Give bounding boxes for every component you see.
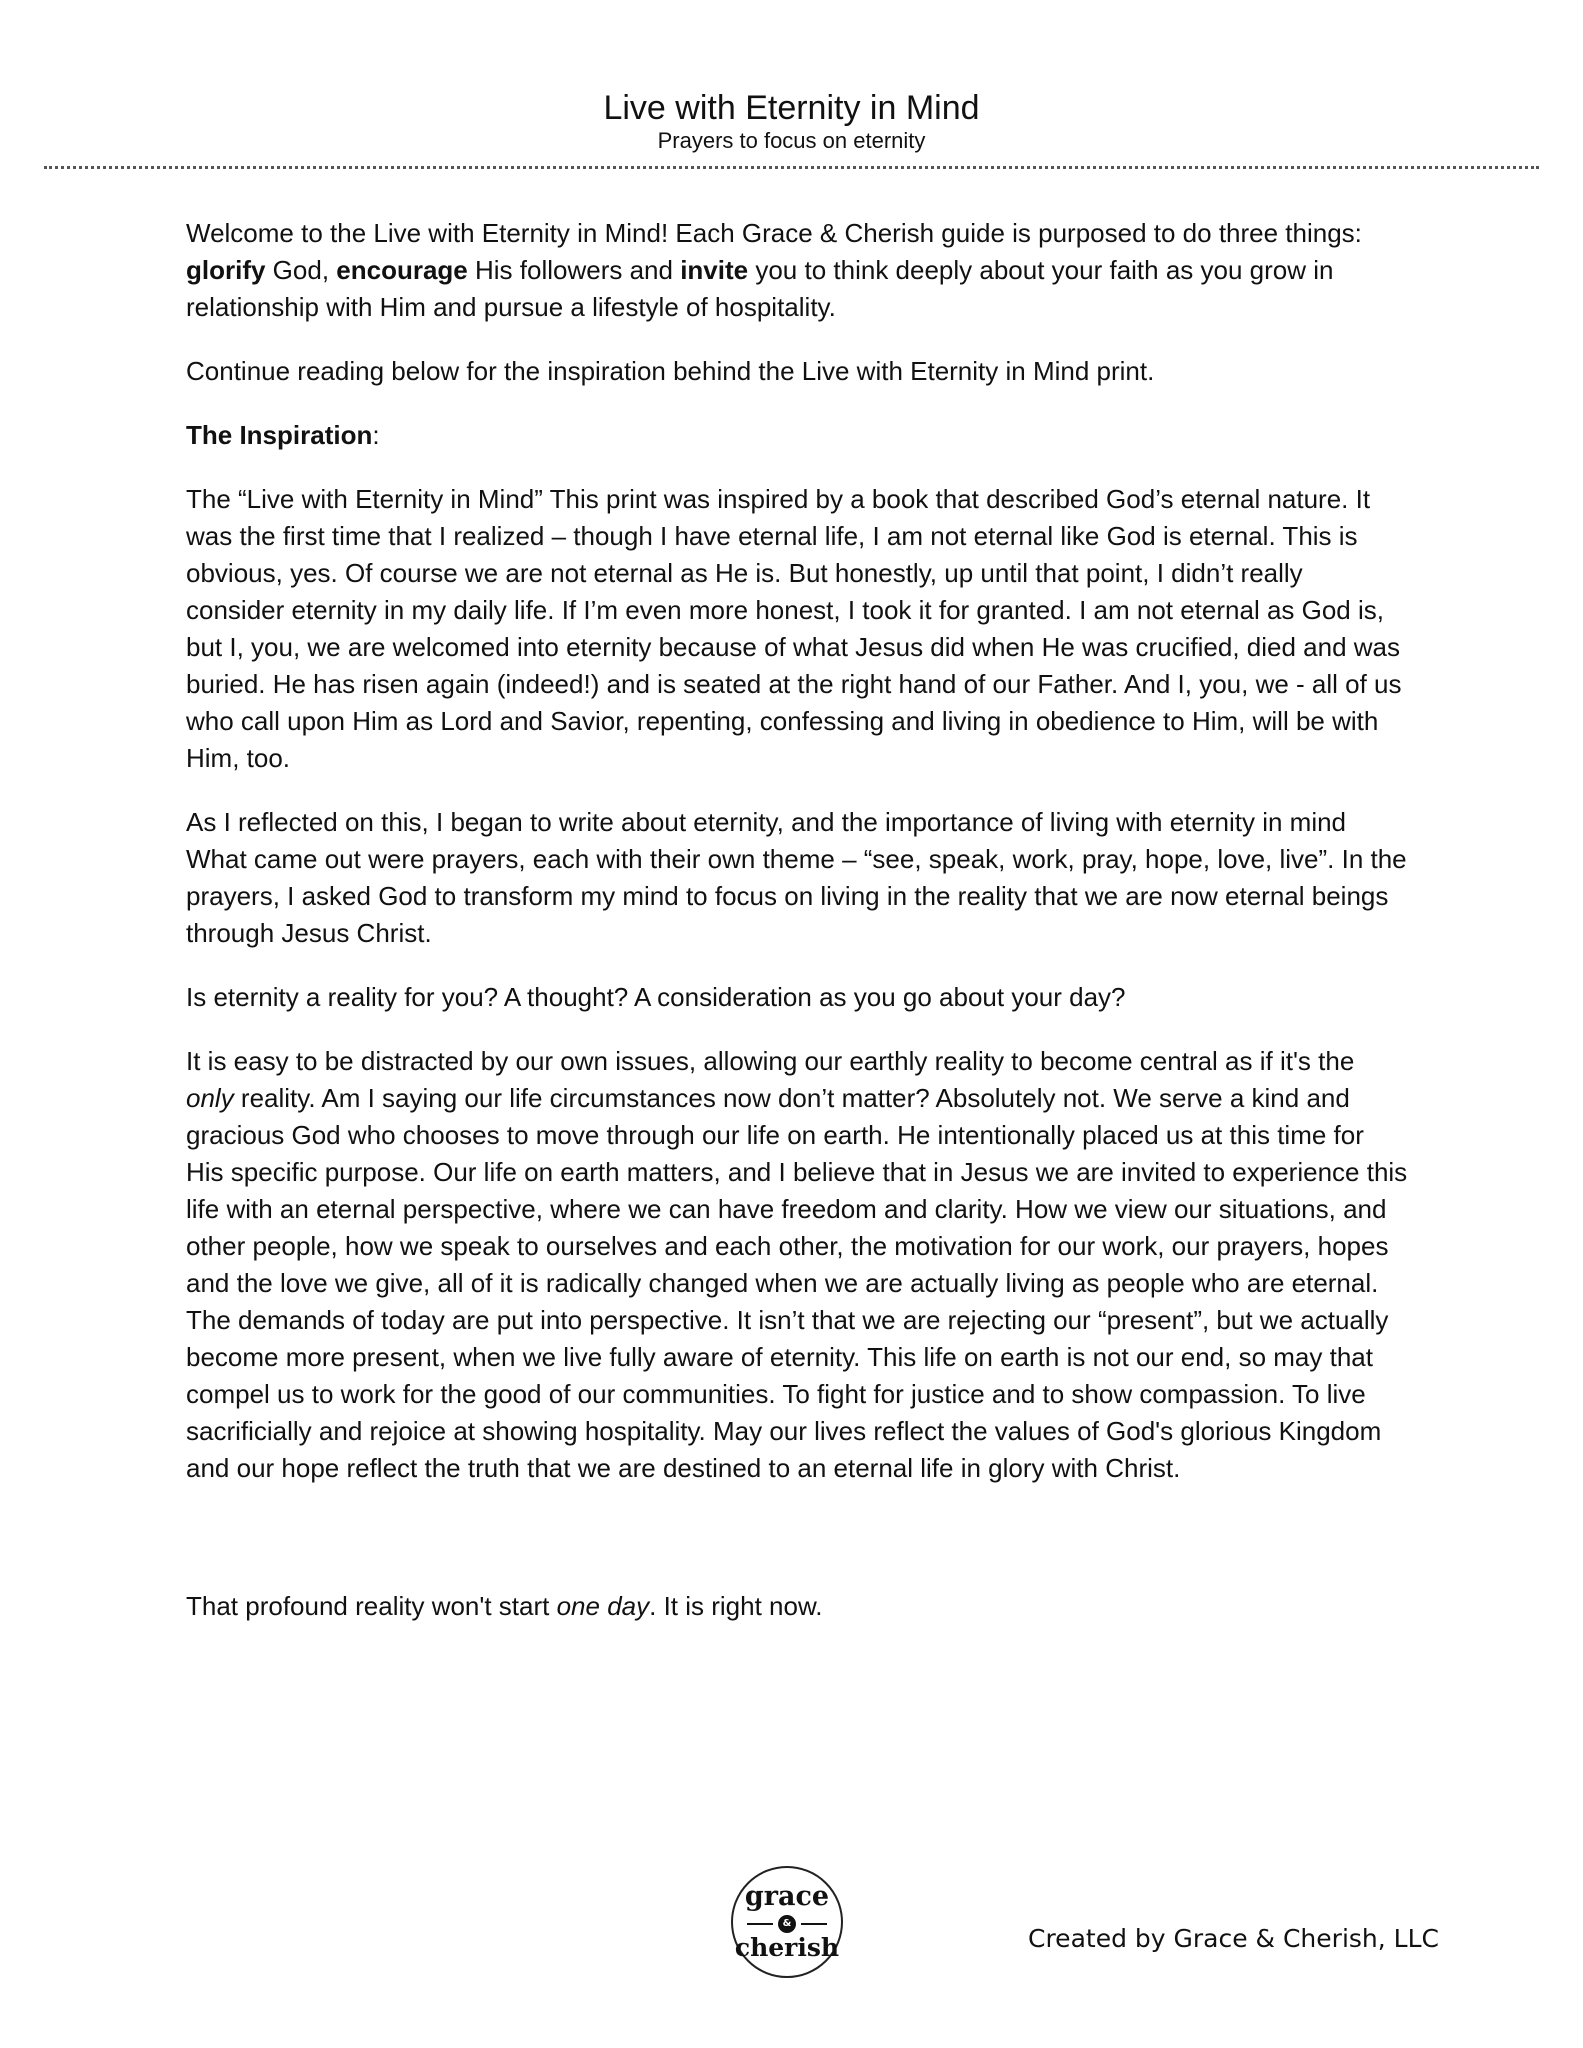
continue-reading-paragraph: Continue reading below for the inspiration behind the Live with Eternity in Mind print. [186,356,1155,386]
one-day-italic: one day [556,1591,650,1621]
document-title: Live with Eternity in Mind [603,89,980,127]
inspiration-heading [186,417,1408,454]
logo-ampersand: & [778,1915,796,1933]
logo-word-grace: grace [744,1881,830,1912]
logo-word-cherish: cherish [734,1933,840,1962]
glorify-bold: glorify [186,255,266,285]
paragraph-4-text-1: It is easy to be distracted by our own issues, allowing our earthly reality to become central as if it's the [186,1046,1355,1076]
inspiration-paragraph-2: As I reflected on this, I began to write about eternity, and the importance of living with eternity in mind What came out were prayers, each with their own theme – “see, speak, work, pray, hope, love, live”. In the prayers, I asked God to transform my mind to focus on living in the reality that we are now eternal beings through Jesus Christ. [186,807,1407,948]
footer-credit: Created by Grace & Cherish, LLC [1028,1924,1439,1953]
only-italic: only [186,1083,234,1113]
intro-text-4: you to think deeply about your faith as you grow in relationship with Him and pursue a lifestyle of hospitality. [186,255,1334,322]
closing-text-1: That profound reality won't start [186,1591,557,1621]
logo-rule-left [747,1923,773,1925]
inspiration-heading-colon: : [372,420,380,450]
inspiration-paragraph-3: Is eternity a reality for you? A thought? A consideration as you go about your day? [186,982,1126,1012]
closing-paragraph [186,1588,1408,1625]
dotted-divider [44,166,1539,169]
document-subtitle: Prayers to focus on eternity [657,128,926,153]
invite-bold: invite [680,255,749,285]
inspiration-paragraph-1: The “Live with Eternity in Mind” This print was inspired by a book that described God’s eternal nature. It was the first time that I realized – though I have eternal life, I am not eternal like God is eternal. This is obvious, yes. Of course we are not eternal as He is. But honestly, up until that point, I didn’t really consider eternity in my daily life. If I’m even more honest, I took it for granted. I am not eternal as God is, but I, you, we are welcomed into eternity because of what Jesus did when He was crucified, died and was buried. He has risen again (indeed!) and is seated at the right hand of our Father. And I, you, we - all of us who call upon Him as Lord and Savior, repenting, confessing and living in obedience to Him, will be with Him, too. [186,484,1402,773]
inspiration-paragraph-4 [186,1043,1408,1487]
intro-text-1: Welcome to the Live with Eternity in Mind! Each Grace & Cherish guide is purposed to do three things: [186,218,1362,248]
document-header [0,88,1583,154]
grace-cherish-logo [731,1866,843,1978]
paragraph-4-text-2: reality. Am I saying our life circumstances now don’t matter? Absolutely not. We serve a kind and gracious God who chooses to move through our life on earth. He intentionally placed us at this time for His specific purpose. Our life on earth matters, and I believe that in Jesus we are invited to experience this life with an eternal perspective, where we can have freedom and clarity. How we view our situations, and other people, how we speak to ourselves and each other, the motivation for our work, our prayers, hopes and the love we give, all of it is radically changed when we are actually living as people who are eternal. The demands of today are put into perspective. It isn’t that we are rejecting our “present”, but we actually become more present, when we live fully aware of eternity. This life on earth is not our end, so may that compel us to work for the good of our communities. To fight for justice and to show compassion. To live sacrificially and rejoice at showing hospitality. May our lives reflect the values of God's glorious Kingdom and our hope reflect the truth that we are destined to an eternal life in glory with Christ. [186,1083,1408,1483]
intro-text-3: His followers and [467,255,681,285]
encourage-bold: encourage [336,255,468,285]
inspiration-heading-text: The Inspiration [186,420,373,450]
closing-text-2: . It is right now. [649,1591,823,1621]
intro-paragraph [186,215,1408,326]
document-body [186,215,1408,1652]
logo-rule-right [801,1923,827,1925]
intro-text-2: God, [265,255,337,285]
